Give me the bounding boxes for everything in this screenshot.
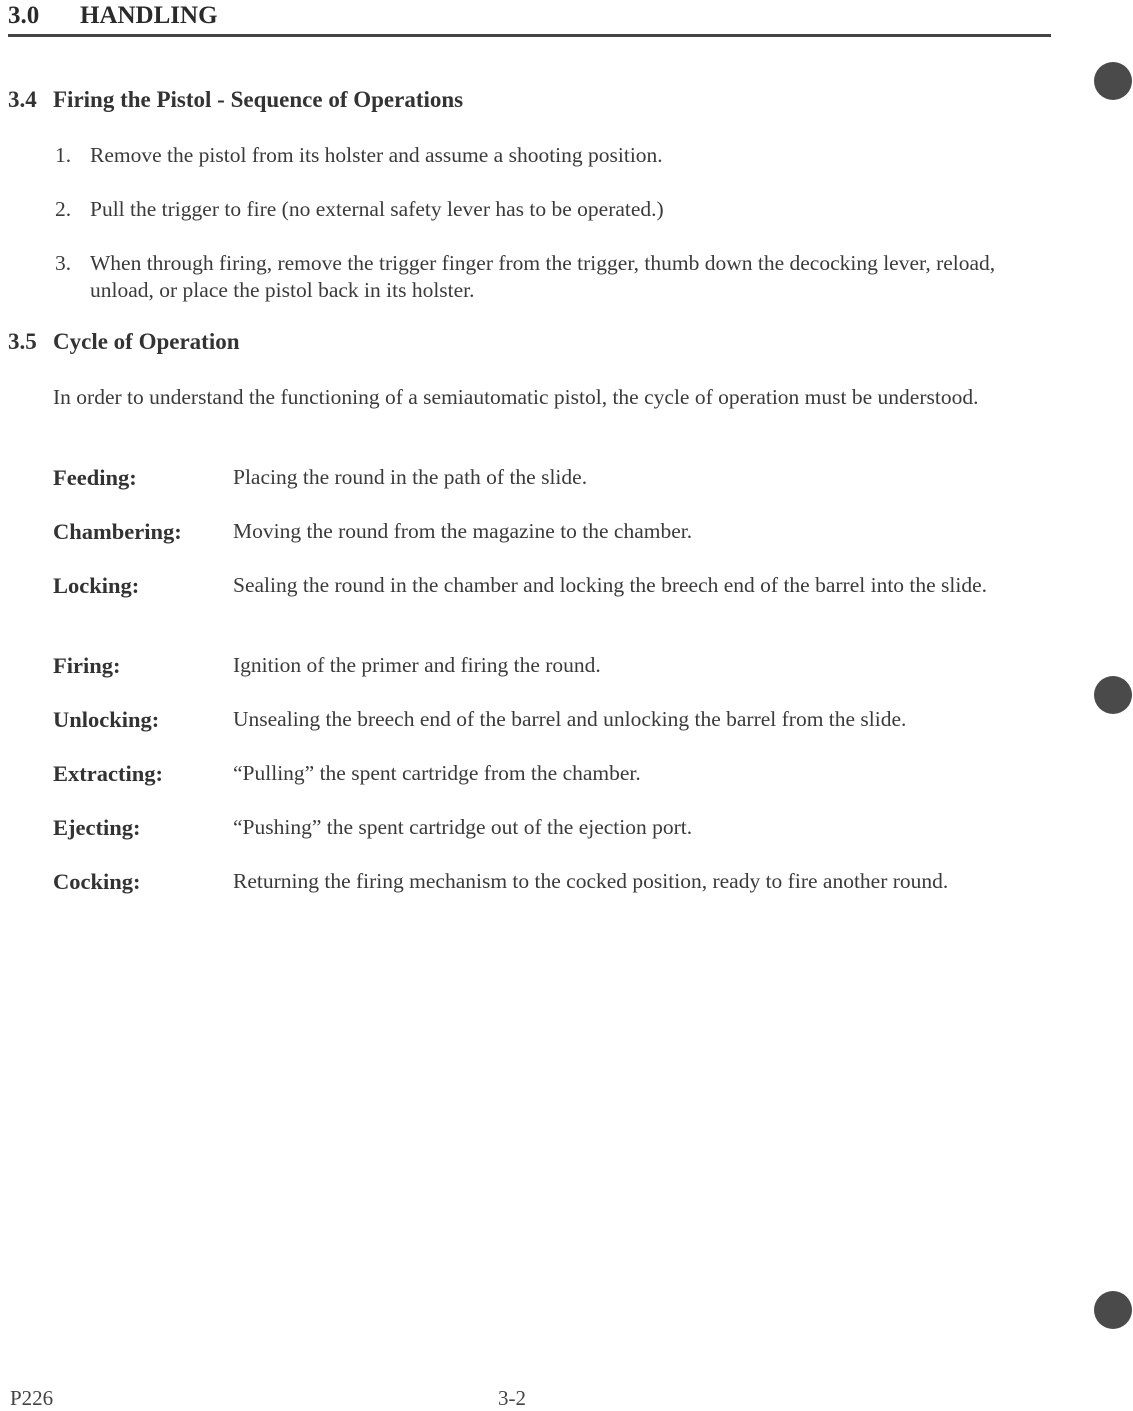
section-number: 3.4 (8, 87, 37, 112)
section-number: 3.5 (8, 329, 37, 354)
definition-term: Firing: (53, 653, 121, 678)
definition-term: Chambering: (53, 519, 182, 544)
step-text: When through firing, remove the trigger finger from the trigger, thumb down the decocking lever, reload, unload, or place the pistol back in its holster. (90, 251, 996, 302)
footer-model: P226 (10, 1386, 54, 1410)
definition-row (53, 464, 1053, 491)
definition-desc: Returning the firing mechanism to the cocked position, ready to fire another round. (233, 869, 949, 893)
step-text: Remove the pistol from its holster and assume a shooting position. (90, 143, 663, 167)
definition-desc: Unsealing the breech end of the barrel and unlocking the barrel from the slide. (233, 707, 907, 731)
definition-term: Locking: (53, 573, 140, 598)
section-title: Firing the Pistol - Sequence of Operations (53, 87, 464, 112)
definition-desc: “Pulling” the spent cartridge from the chamber. (233, 761, 641, 785)
step-number: 1. (55, 143, 72, 167)
intro-paragraph: In order to understand the functioning of a semiautomatic pistol, the cycle of operation must be understood. (53, 385, 979, 409)
section-title: Cycle of Operation (53, 329, 240, 354)
definition-desc: Sealing the round in the chamber and locking the breech end of the barrel into the slide. (233, 573, 988, 597)
step-item (55, 142, 1045, 169)
definition-row (53, 572, 1053, 599)
section-heading-3-5 (8, 329, 240, 355)
step-number: 3. (55, 251, 72, 275)
binder-hole (1094, 1291, 1132, 1329)
binder-hole (1094, 676, 1132, 714)
chapter-heading (8, 2, 1051, 37)
step-item (55, 196, 1045, 223)
definition-desc: Ignition of the primer and firing the round. (233, 653, 601, 677)
definition-term: Extracting: (53, 761, 163, 786)
chapter-number: 3.0 (8, 2, 40, 29)
definition-desc: “Pushing” the spent cartridge out of the ejection port. (233, 815, 693, 839)
chapter-title: HANDLING (80, 2, 218, 29)
definition-desc: Placing the round in the path of the slide. (233, 465, 588, 489)
definition-row (53, 868, 1053, 895)
section-heading-3-4 (8, 87, 463, 113)
definition-row (53, 706, 1053, 733)
definition-desc: Moving the round from the magazine to the chamber. (233, 519, 693, 543)
definition-term: Cocking: (53, 869, 141, 894)
definition-row (53, 518, 1053, 545)
definition-term: Feeding: (53, 465, 137, 490)
definition-term: Ejecting: (53, 815, 141, 840)
definition-row (53, 652, 1053, 679)
step-number: 2. (55, 197, 72, 221)
binder-hole (1094, 62, 1132, 100)
step-text: Pull the trigger to fire (no external safety lever has to be operated.) (90, 197, 664, 221)
definition-row (53, 814, 1053, 841)
footer-page-number: 3-2 (498, 1386, 526, 1410)
definition-row (53, 760, 1053, 787)
definition-term: Unlocking: (53, 707, 160, 732)
step-item (55, 250, 1045, 304)
